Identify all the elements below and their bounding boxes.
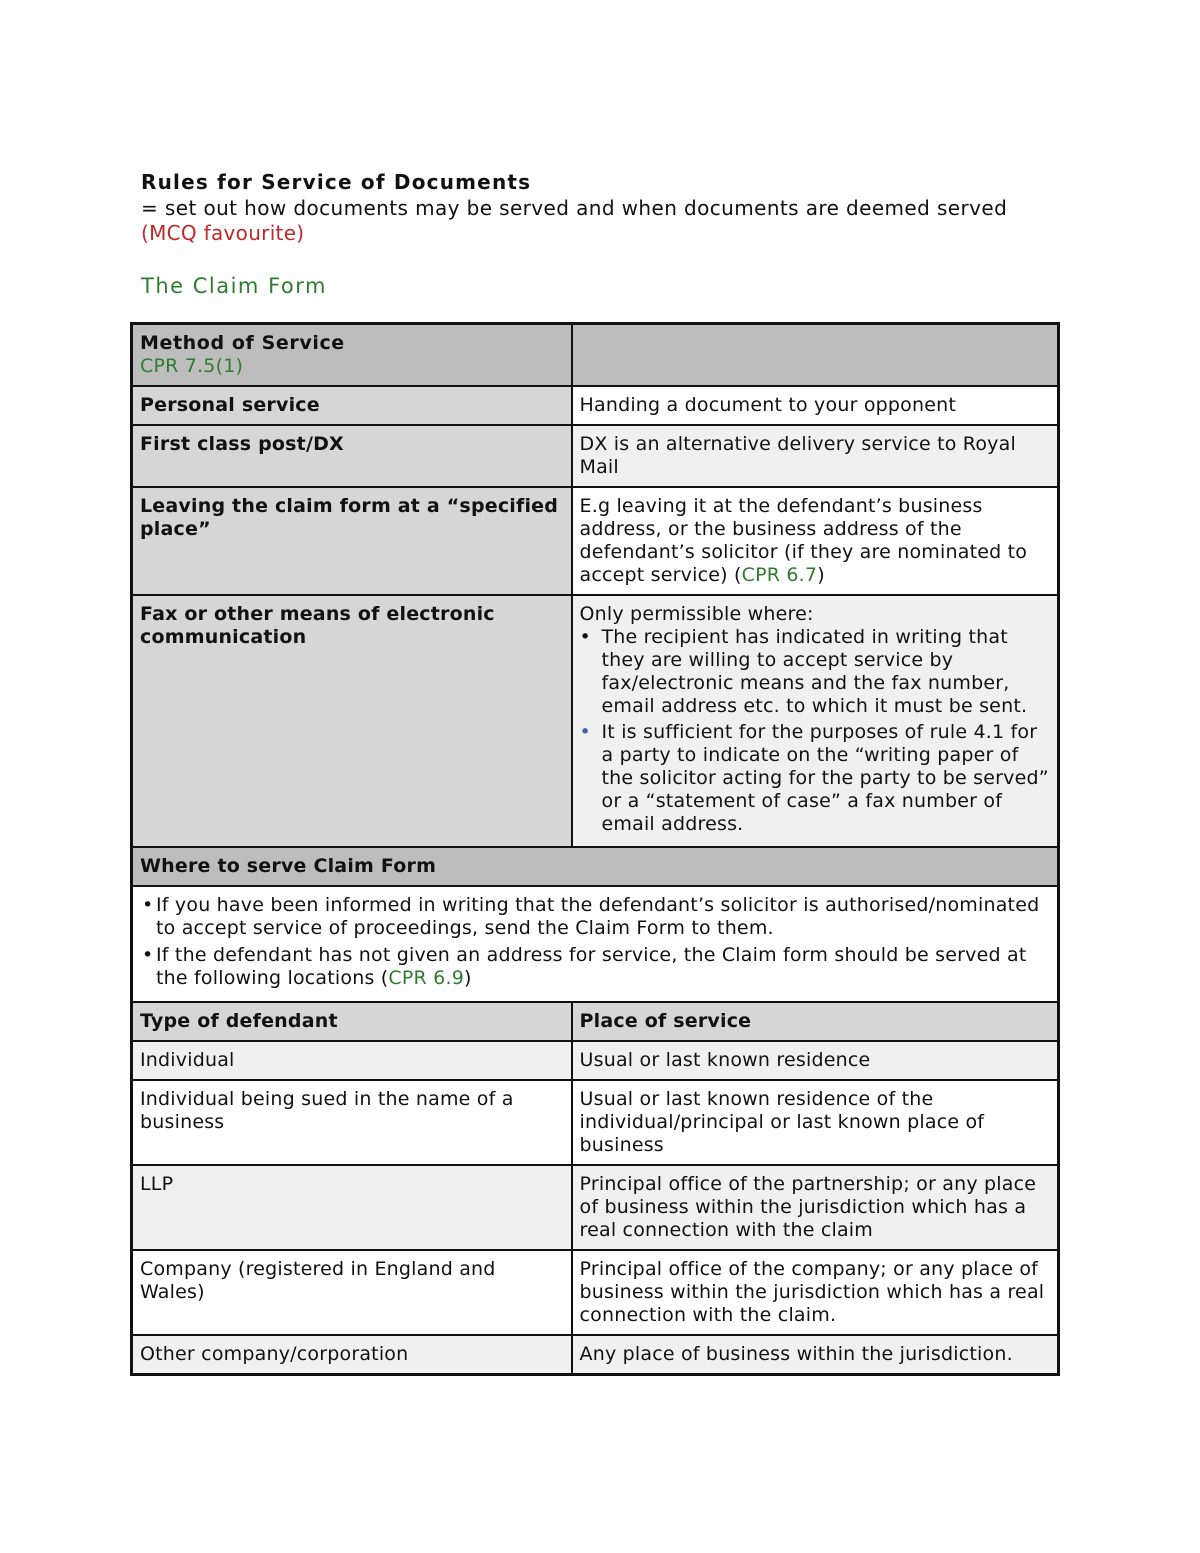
place-of-service-header: Place of service bbox=[572, 1002, 1059, 1041]
method-cell: Fax or other means of electronic communication bbox=[132, 595, 572, 847]
bullet-icon: • bbox=[142, 944, 154, 966]
place-of-service-cell: Usual or last known residence of the individual/principal or last known place of business bbox=[572, 1080, 1059, 1165]
table-row bbox=[132, 595, 1059, 847]
defendant-type-header: Type of defendant bbox=[132, 1002, 572, 1041]
method-cell: Personal service bbox=[132, 386, 572, 425]
defendant-type-cell: LLP bbox=[132, 1165, 572, 1250]
page-title: Rules for Service of Documents bbox=[141, 170, 532, 194]
table-row bbox=[132, 1165, 1059, 1250]
method-cell: Leaving the claim form at a “specified place” bbox=[132, 487, 572, 595]
page-subtitle: = set out how documents may be served and when documents are deemed served bbox=[141, 196, 1008, 220]
description-cell bbox=[572, 595, 1059, 847]
description-text: E.g leaving it at the defendant’s business address, or the business address of the defendant’s solicitor (if they are nominated to accept service) ( bbox=[579, 495, 1028, 586]
description-cell bbox=[572, 487, 1059, 595]
place-of-service-cell: Any place of business within the jurisdiction. bbox=[572, 1335, 1059, 1375]
bullet-icon: • bbox=[142, 894, 154, 916]
bullet-text: It is sufficient for the purposes of rule 4.1 for a party to indicate on the “writing paper of the solicitor acting for the party to be served” or a “statement of case” a fax number of email address. bbox=[601, 721, 1049, 835]
bullet-icon: • bbox=[579, 721, 591, 743]
cpr-reference: CPR 6.7 bbox=[741, 564, 818, 586]
table-header-row bbox=[132, 324, 1059, 387]
place-of-service-cell: Usual or last known residence bbox=[572, 1041, 1059, 1080]
bullet-text: The recipient has indicated in writing that they are willing to accept service by fax/electronic means and the fax number, email address etc. to which it must be sent. bbox=[601, 626, 1028, 717]
description-end: ) bbox=[817, 564, 825, 586]
description-cell: Handing a document to your opponent bbox=[572, 386, 1059, 425]
description-intro: Only permissible where: bbox=[579, 603, 814, 625]
where-bullets-cell bbox=[132, 886, 1059, 1002]
where-bullets-row bbox=[132, 886, 1059, 1002]
list-item bbox=[580, 626, 1051, 718]
where-heading-row bbox=[132, 847, 1059, 886]
table-row bbox=[132, 1041, 1059, 1080]
list-item bbox=[140, 944, 1050, 990]
where-heading: Where to serve Claim Form bbox=[132, 847, 1059, 886]
bullet-icon: • bbox=[579, 626, 591, 648]
place-of-service-cell: Principal office of the company; or any place of business within the jurisdiction which has a real connection with the claim. bbox=[572, 1250, 1059, 1335]
table-row bbox=[132, 1250, 1059, 1335]
defendant-type-cell: Individual bbox=[132, 1041, 572, 1080]
defendant-type-cell: Other company/corporation bbox=[132, 1335, 572, 1375]
bullet-text: If the defendant has not given an address for service, the Claim form should be served at the following locations ( bbox=[156, 944, 1027, 989]
document-page bbox=[141, 168, 1061, 300]
bullet-list bbox=[580, 626, 1051, 836]
description-cell: DX is an alternative delivery service to Royal Mail bbox=[572, 425, 1059, 487]
service-table bbox=[130, 322, 1060, 1376]
bullet-text: If you have been informed in writing that the defendant’s solicitor is authorised/nominated to accept service of proceedings, send the Claim Form to them. bbox=[156, 894, 1040, 939]
table-row bbox=[132, 1080, 1059, 1165]
list-item bbox=[140, 894, 1050, 940]
table-row bbox=[132, 487, 1059, 595]
header-method-ref: CPR 7.5(1) bbox=[140, 355, 244, 377]
defendant-header-row bbox=[132, 1002, 1059, 1041]
where-bullet-list bbox=[140, 894, 1050, 990]
place-of-service-cell: Principal office of the partnership; or any place of business within the jurisdiction which has a real connection with the claim bbox=[572, 1165, 1059, 1250]
header-empty-cell bbox=[572, 324, 1059, 387]
bullet-end: ) bbox=[464, 967, 472, 989]
method-cell: First class post/DX bbox=[132, 425, 572, 487]
cpr-reference: CPR 6.9 bbox=[388, 967, 465, 989]
table-row bbox=[132, 386, 1059, 425]
header-method-label: Method of Service bbox=[140, 332, 345, 354]
table-row bbox=[132, 1335, 1059, 1375]
defendant-type-cell: Individual being sued in the name of a business bbox=[132, 1080, 572, 1165]
section-heading: The Claim Form bbox=[141, 274, 327, 298]
mcq-note: (MCQ favourite) bbox=[141, 221, 305, 245]
list-item bbox=[580, 721, 1051, 836]
table-row bbox=[132, 425, 1059, 487]
defendant-type-cell: Company (registered in England and Wales) bbox=[132, 1250, 572, 1335]
header-method-cell bbox=[132, 324, 572, 387]
